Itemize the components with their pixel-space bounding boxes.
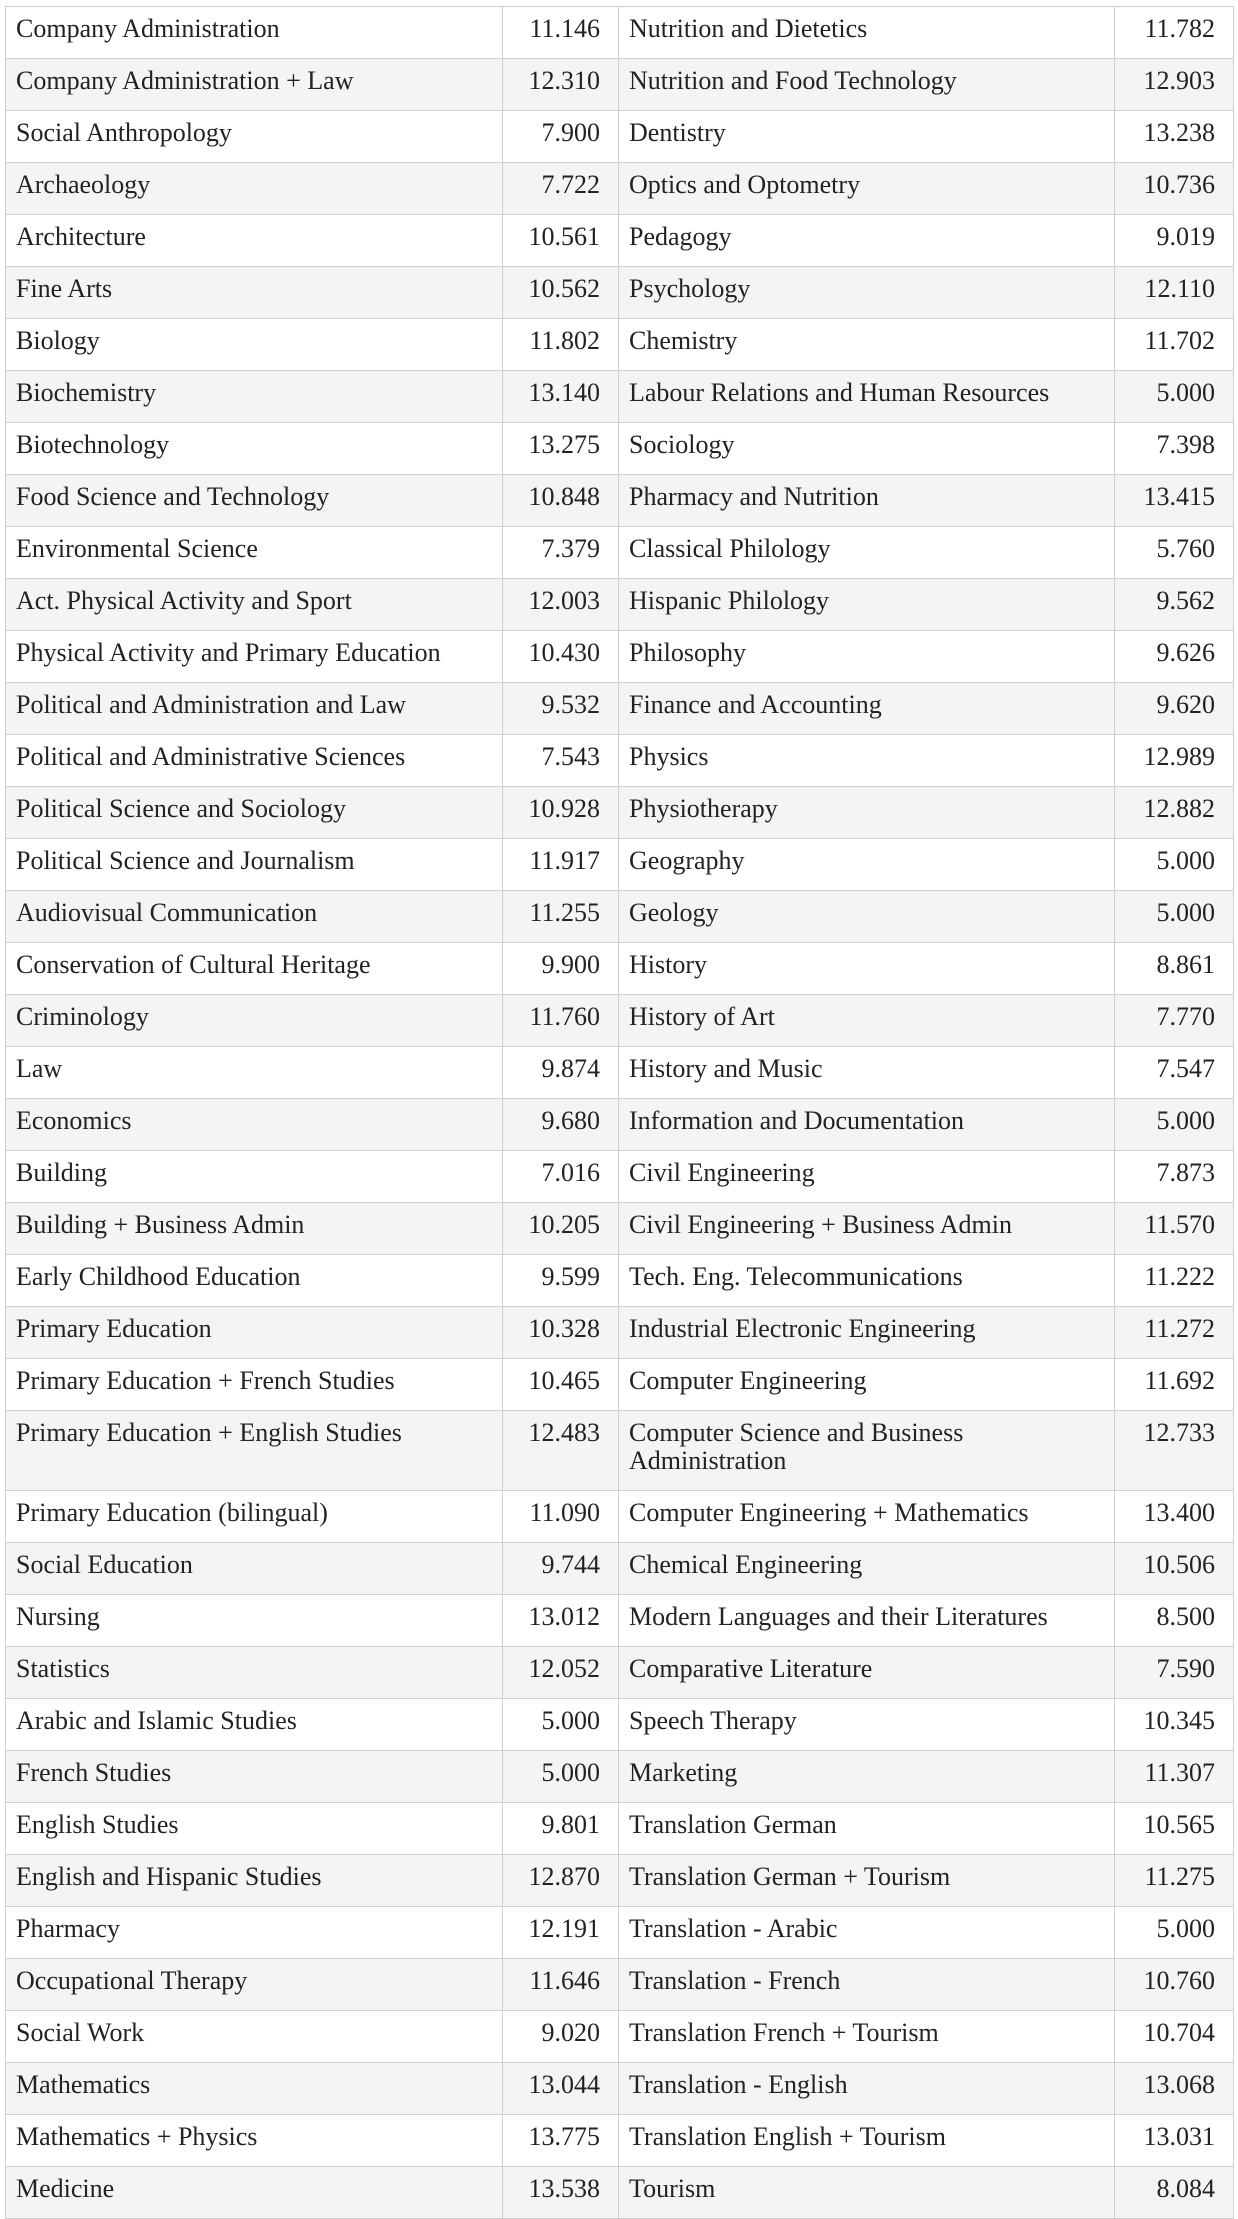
table-row — [6, 579, 1234, 631]
left-degree-name: Social Education — [6, 1543, 503, 1595]
left-degree-name: Pharmacy — [6, 1907, 503, 1959]
right-cutoff-value: 13.415 — [1115, 475, 1234, 527]
right-cutoff-value: 5.000 — [1115, 1099, 1234, 1151]
table-row — [6, 1099, 1234, 1151]
right-degree-name: Computer Engineering + Mathematics — [619, 1491, 1115, 1543]
right-degree-name: Translation - English — [619, 2063, 1115, 2115]
left-cutoff-value: 9.900 — [503, 943, 619, 995]
table-row — [6, 1047, 1234, 1099]
table-row — [6, 527, 1234, 579]
right-cutoff-value: 11.272 — [1115, 1307, 1234, 1359]
table-row — [6, 839, 1234, 891]
table-row — [6, 59, 1234, 111]
left-degree-name: Environmental Science — [6, 527, 503, 579]
right-degree-name: Classical Philology — [619, 527, 1115, 579]
left-degree-name: Archaeology — [6, 163, 503, 215]
left-cutoff-value: 10.928 — [503, 787, 619, 839]
left-cutoff-value: 5.000 — [503, 1751, 619, 1803]
left-degree-name: Primary Education + English Studies — [6, 1411, 503, 1491]
table-row — [6, 267, 1234, 319]
right-degree-name: Sociology — [619, 423, 1115, 475]
left-cutoff-value: 12.870 — [503, 1855, 619, 1907]
left-degree-name: Building + Business Admin — [6, 1203, 503, 1255]
right-degree-name: Modern Languages and their Literatures — [619, 1595, 1115, 1647]
left-degree-name: Social Anthropology — [6, 111, 503, 163]
right-cutoff-value: 11.702 — [1115, 319, 1234, 371]
right-degree-name: Translation French + Tourism — [619, 2011, 1115, 2063]
left-degree-name: Statistics — [6, 1647, 503, 1699]
table-row — [6, 787, 1234, 839]
left-degree-name: Mathematics — [6, 2063, 503, 2115]
left-degree-name: Primary Education — [6, 1307, 503, 1359]
left-cutoff-value: 9.744 — [503, 1543, 619, 1595]
right-degree-name: Tech. Eng. Telecommunications — [619, 1255, 1115, 1307]
left-cutoff-value: 10.430 — [503, 631, 619, 683]
left-cutoff-value: 12.310 — [503, 59, 619, 111]
left-degree-name: Occupational Therapy — [6, 1959, 503, 2011]
left-degree-name: Early Childhood Education — [6, 1255, 503, 1307]
left-degree-name: Architecture — [6, 215, 503, 267]
left-cutoff-value: 11.090 — [503, 1491, 619, 1543]
right-cutoff-value: 5.000 — [1115, 891, 1234, 943]
left-cutoff-value: 11.146 — [503, 7, 619, 59]
right-cutoff-value: 7.590 — [1115, 1647, 1234, 1699]
left-cutoff-value: 10.205 — [503, 1203, 619, 1255]
left-degree-name: Political and Administrative Sciences — [6, 735, 503, 787]
right-cutoff-value: 10.736 — [1115, 163, 1234, 215]
left-cutoff-value: 9.599 — [503, 1255, 619, 1307]
table-row — [6, 1647, 1234, 1699]
table-row — [6, 1255, 1234, 1307]
left-cutoff-value: 13.538 — [503, 2167, 619, 2219]
left-degree-name: Primary Education (bilingual) — [6, 1491, 503, 1543]
right-degree-name: Psychology — [619, 267, 1115, 319]
table-row — [6, 891, 1234, 943]
right-degree-name: Pedagogy — [619, 215, 1115, 267]
right-cutoff-value: 12.882 — [1115, 787, 1234, 839]
left-cutoff-value: 7.016 — [503, 1151, 619, 1203]
table-row — [6, 475, 1234, 527]
left-degree-name: Nursing — [6, 1595, 503, 1647]
right-cutoff-value: 11.782 — [1115, 7, 1234, 59]
right-cutoff-value: 5.000 — [1115, 1907, 1234, 1959]
table-row — [6, 943, 1234, 995]
right-degree-name: Chemistry — [619, 319, 1115, 371]
right-cutoff-value: 7.547 — [1115, 1047, 1234, 1099]
right-cutoff-value: 10.345 — [1115, 1699, 1234, 1751]
right-degree-name: Speech Therapy — [619, 1699, 1115, 1751]
right-cutoff-value: 11.275 — [1115, 1855, 1234, 1907]
left-cutoff-value: 13.775 — [503, 2115, 619, 2167]
right-cutoff-value: 13.238 — [1115, 111, 1234, 163]
right-cutoff-value: 7.398 — [1115, 423, 1234, 475]
right-cutoff-value: 11.692 — [1115, 1359, 1234, 1411]
right-degree-name: Industrial Electronic Engineering — [619, 1307, 1115, 1359]
table-row — [6, 1803, 1234, 1855]
right-cutoff-value: 8.861 — [1115, 943, 1234, 995]
table-row — [6, 1907, 1234, 1959]
table-row — [6, 1699, 1234, 1751]
table-row — [6, 423, 1234, 475]
degree-cutoff-table — [5, 6, 1234, 2219]
left-degree-name: Fine Arts — [6, 267, 503, 319]
left-degree-name: Medicine — [6, 2167, 503, 2219]
left-cutoff-value: 5.000 — [503, 1699, 619, 1751]
left-degree-name: Law — [6, 1047, 503, 1099]
right-cutoff-value: 11.222 — [1115, 1255, 1234, 1307]
right-cutoff-value: 12.903 — [1115, 59, 1234, 111]
left-cutoff-value: 12.483 — [503, 1411, 619, 1491]
table-row — [6, 371, 1234, 423]
right-degree-name: History of Art — [619, 995, 1115, 1047]
right-cutoff-value: 13.400 — [1115, 1491, 1234, 1543]
left-degree-name: Mathematics + Physics — [6, 2115, 503, 2167]
right-cutoff-value: 10.704 — [1115, 2011, 1234, 2063]
right-cutoff-value: 9.626 — [1115, 631, 1234, 683]
right-degree-name: Hispanic Philology — [619, 579, 1115, 631]
left-degree-name: Biology — [6, 319, 503, 371]
table-row — [6, 2167, 1234, 2219]
table-row — [6, 1595, 1234, 1647]
table-row — [6, 683, 1234, 735]
left-degree-name: Political Science and Journalism — [6, 839, 503, 891]
right-degree-name: Labour Relations and Human Resources — [619, 371, 1115, 423]
right-cutoff-value: 13.031 — [1115, 2115, 1234, 2167]
right-degree-name: Comparative Literature — [619, 1647, 1115, 1699]
table-row — [6, 1855, 1234, 1907]
left-degree-name: Economics — [6, 1099, 503, 1151]
table-row — [6, 2011, 1234, 2063]
table-row — [6, 995, 1234, 1047]
left-cutoff-value: 12.003 — [503, 579, 619, 631]
left-cutoff-value: 10.562 — [503, 267, 619, 319]
left-cutoff-value: 9.532 — [503, 683, 619, 735]
left-degree-name: French Studies — [6, 1751, 503, 1803]
table-row — [6, 1203, 1234, 1255]
right-degree-name: Philosophy — [619, 631, 1115, 683]
left-cutoff-value: 7.543 — [503, 735, 619, 787]
left-degree-name: Political Science and Sociology — [6, 787, 503, 839]
left-cutoff-value: 9.801 — [503, 1803, 619, 1855]
right-cutoff-value: 7.873 — [1115, 1151, 1234, 1203]
table-row — [6, 215, 1234, 267]
left-degree-name: Company Administration — [6, 7, 503, 59]
right-degree-name: Translation German + Tourism — [619, 1855, 1115, 1907]
table-row — [6, 2063, 1234, 2115]
right-cutoff-value: 8.500 — [1115, 1595, 1234, 1647]
left-cutoff-value: 10.328 — [503, 1307, 619, 1359]
right-cutoff-value: 9.562 — [1115, 579, 1234, 631]
left-cutoff-value: 13.275 — [503, 423, 619, 475]
left-degree-name: Arabic and Islamic Studies — [6, 1699, 503, 1751]
left-cutoff-value: 9.874 — [503, 1047, 619, 1099]
left-degree-name: Company Administration + Law — [6, 59, 503, 111]
left-cutoff-value: 11.255 — [503, 891, 619, 943]
left-degree-name: Social Work — [6, 2011, 503, 2063]
right-degree-name: Physics — [619, 735, 1115, 787]
left-cutoff-value: 7.900 — [503, 111, 619, 163]
table-row — [6, 735, 1234, 787]
left-cutoff-value: 10.848 — [503, 475, 619, 527]
left-cutoff-value: 7.722 — [503, 163, 619, 215]
left-cutoff-value: 10.465 — [503, 1359, 619, 1411]
left-degree-name: Criminology — [6, 995, 503, 1047]
left-cutoff-value: 13.044 — [503, 2063, 619, 2115]
left-degree-name: English and Hispanic Studies — [6, 1855, 503, 1907]
right-cutoff-value: 5.760 — [1115, 527, 1234, 579]
left-degree-name: Political and Administration and Law — [6, 683, 503, 735]
right-degree-name: Pharmacy and Nutrition — [619, 475, 1115, 527]
left-cutoff-value: 9.680 — [503, 1099, 619, 1151]
left-cutoff-value: 10.561 — [503, 215, 619, 267]
right-degree-name: Translation - Arabic — [619, 1907, 1115, 1959]
right-degree-name: Translation German — [619, 1803, 1115, 1855]
right-degree-name: Civil Engineering + Business Admin — [619, 1203, 1115, 1255]
table-row — [6, 1151, 1234, 1203]
right-degree-name: Translation - French — [619, 1959, 1115, 2011]
table-row — [6, 1543, 1234, 1595]
left-degree-name: Act. Physical Activity and Sport — [6, 579, 503, 631]
right-cutoff-value: 8.084 — [1115, 2167, 1234, 2219]
right-degree-name: Geology — [619, 891, 1115, 943]
left-cutoff-value: 11.802 — [503, 319, 619, 371]
right-cutoff-value: 5.000 — [1115, 371, 1234, 423]
right-degree-name: Finance and Accounting — [619, 683, 1115, 735]
right-degree-name: Optics and Optometry — [619, 163, 1115, 215]
left-cutoff-value: 12.191 — [503, 1907, 619, 1959]
right-degree-name: Chemical Engineering — [619, 1543, 1115, 1595]
left-degree-name: Primary Education + French Studies — [6, 1359, 503, 1411]
left-cutoff-value: 11.917 — [503, 839, 619, 891]
table-row — [6, 2115, 1234, 2167]
right-degree-name: Marketing — [619, 1751, 1115, 1803]
left-degree-name: Conservation of Cultural Heritage — [6, 943, 503, 995]
right-degree-name: Nutrition and Dietetics — [619, 7, 1115, 59]
table-row — [6, 319, 1234, 371]
right-cutoff-value: 11.570 — [1115, 1203, 1234, 1255]
left-cutoff-value: 9.020 — [503, 2011, 619, 2063]
right-degree-name: Information and Documentation — [619, 1099, 1115, 1151]
right-cutoff-value: 11.307 — [1115, 1751, 1234, 1803]
table-row — [6, 1491, 1234, 1543]
table-row — [6, 163, 1234, 215]
left-degree-name: English Studies — [6, 1803, 503, 1855]
right-cutoff-value: 7.770 — [1115, 995, 1234, 1047]
left-cutoff-value: 13.012 — [503, 1595, 619, 1647]
right-degree-name: Nutrition and Food Technology — [619, 59, 1115, 111]
table-row — [6, 7, 1234, 59]
left-cutoff-value: 11.760 — [503, 995, 619, 1047]
right-degree-name: Computer Engineering — [619, 1359, 1115, 1411]
left-degree-name: Biochemistry — [6, 371, 503, 423]
left-degree-name: Building — [6, 1151, 503, 1203]
right-cutoff-value: 12.989 — [1115, 735, 1234, 787]
table-row — [6, 111, 1234, 163]
right-cutoff-value: 10.506 — [1115, 1543, 1234, 1595]
right-degree-name: Physiotherapy — [619, 787, 1115, 839]
right-cutoff-value: 9.620 — [1115, 683, 1234, 735]
left-cutoff-value: 11.646 — [503, 1959, 619, 2011]
right-degree-name: Dentistry — [619, 111, 1115, 163]
table-row — [6, 1359, 1234, 1411]
right-cutoff-value: 10.760 — [1115, 1959, 1234, 2011]
right-degree-name: Tourism — [619, 2167, 1115, 2219]
right-cutoff-value: 10.565 — [1115, 1803, 1234, 1855]
right-degree-name: Translation English + Tourism — [619, 2115, 1115, 2167]
left-cutoff-value: 12.052 — [503, 1647, 619, 1699]
table-body — [6, 7, 1234, 2219]
left-degree-name: Food Science and Technology — [6, 475, 503, 527]
right-degree-name: History — [619, 943, 1115, 995]
table-row — [6, 631, 1234, 683]
right-degree-name: Geography — [619, 839, 1115, 891]
table-row — [6, 1307, 1234, 1359]
right-cutoff-value: 12.733 — [1115, 1411, 1234, 1491]
left-cutoff-value: 7.379 — [503, 527, 619, 579]
right-degree-name: Civil Engineering — [619, 1151, 1115, 1203]
table-row — [6, 1959, 1234, 2011]
left-degree-name: Biotechnology — [6, 423, 503, 475]
right-cutoff-value: 12.110 — [1115, 267, 1234, 319]
right-cutoff-value: 9.019 — [1115, 215, 1234, 267]
right-degree-name: History and Music — [619, 1047, 1115, 1099]
left-degree-name: Physical Activity and Primary Education — [6, 631, 503, 683]
right-degree-name: Computer Science and Business Administration — [619, 1411, 1115, 1491]
right-cutoff-value: 13.068 — [1115, 2063, 1234, 2115]
left-degree-name: Audiovisual Communication — [6, 891, 503, 943]
table-row — [6, 1411, 1234, 1491]
table-row — [6, 1751, 1234, 1803]
right-cutoff-value: 5.000 — [1115, 839, 1234, 891]
left-cutoff-value: 13.140 — [503, 371, 619, 423]
